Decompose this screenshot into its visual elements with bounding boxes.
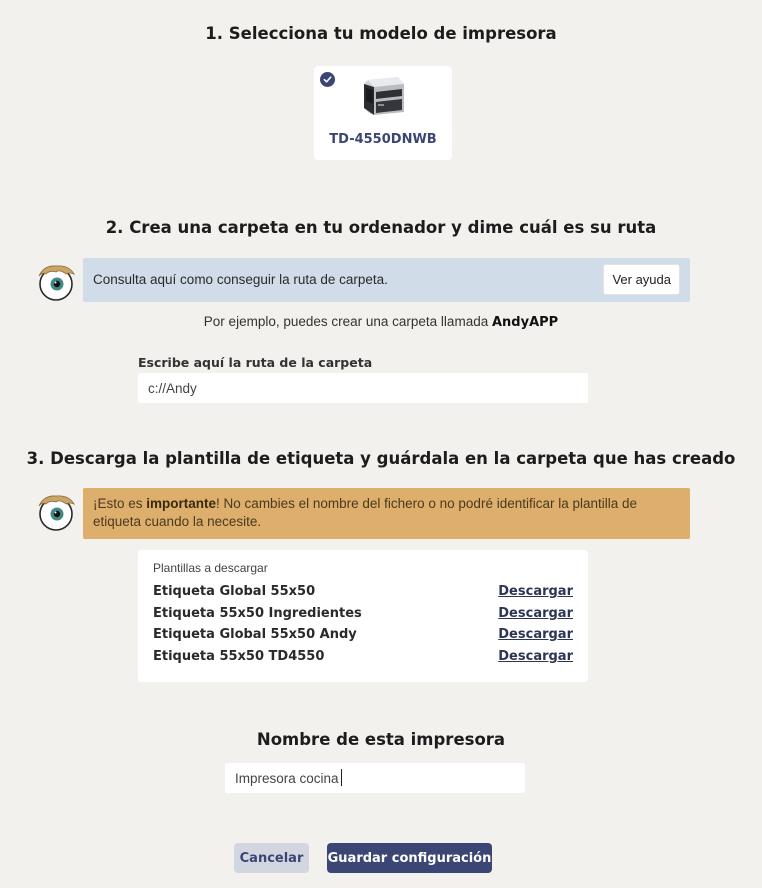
template-row xyxy=(153,649,573,667)
mascot-eye-icon xyxy=(36,492,76,532)
printer-model-name: TD-4550DNWB xyxy=(329,132,437,147)
warning-text-rest: ! No cambies el nombre del fichero o no podré identificar la plantilla de etiqueta cuando la necesite. xyxy=(93,496,638,529)
printer-option-card[interactable] xyxy=(314,66,452,160)
warning-text-prefix: ¡Esto es xyxy=(93,496,147,511)
template-name: Etiqueta Global 55x50 Andy xyxy=(153,627,357,642)
warning-banner xyxy=(83,488,690,539)
folder-help-text: Consulta aquí como conseguir la ruta de carpeta. xyxy=(93,272,388,287)
templates-card xyxy=(138,550,588,682)
folder-example-text: Por ejemplo, puedes crear una carpeta llamada xyxy=(203,314,492,329)
warning-text-bold: importante xyxy=(146,496,217,511)
step2-heading: 2. Crea una carpeta en tu ordenador y dime cuál es su ruta xyxy=(105,218,657,237)
template-name: Etiqueta 55x50 TD4550 xyxy=(153,649,325,664)
printer-image xyxy=(358,74,410,118)
text-cursor xyxy=(341,769,342,786)
folder-example xyxy=(0,314,762,330)
template-row xyxy=(153,627,573,645)
printer-name-heading: Nombre de esta impresora xyxy=(256,730,506,749)
save-config-button[interactable]: Guardar configuración xyxy=(327,843,492,873)
folder-example-name: AndyAPP xyxy=(491,315,559,330)
folder-help-banner xyxy=(83,258,690,302)
step1-heading: 1. Selecciona tu modelo de impresora xyxy=(205,24,557,43)
templates-caption: Plantillas a descargar xyxy=(153,561,268,575)
cancel-button[interactable]: Cancelar xyxy=(234,843,309,873)
template-row xyxy=(153,584,573,602)
template-name: Etiqueta 55x50 Ingredientes xyxy=(153,606,362,621)
step3-heading: 3. Descarga la plantilla de etiqueta y guárdala en la carpeta que has creado xyxy=(26,449,736,468)
download-link[interactable]: Descargar xyxy=(498,584,573,599)
mascot-eye-icon xyxy=(36,262,76,302)
template-row xyxy=(153,606,573,624)
folder-path-label: Escribe aquí la ruta de la carpeta xyxy=(138,355,373,370)
folder-path-input[interactable] xyxy=(138,373,588,403)
download-link[interactable]: Descargar xyxy=(498,649,573,664)
download-link[interactable]: Descargar xyxy=(498,627,573,642)
template-name: Etiqueta Global 55x50 xyxy=(153,584,316,599)
check-icon xyxy=(320,72,335,87)
download-link[interactable]: Descargar xyxy=(498,606,573,621)
printer-name-input[interactable] xyxy=(225,763,525,793)
help-button[interactable]: Ver ayuda xyxy=(603,264,680,295)
